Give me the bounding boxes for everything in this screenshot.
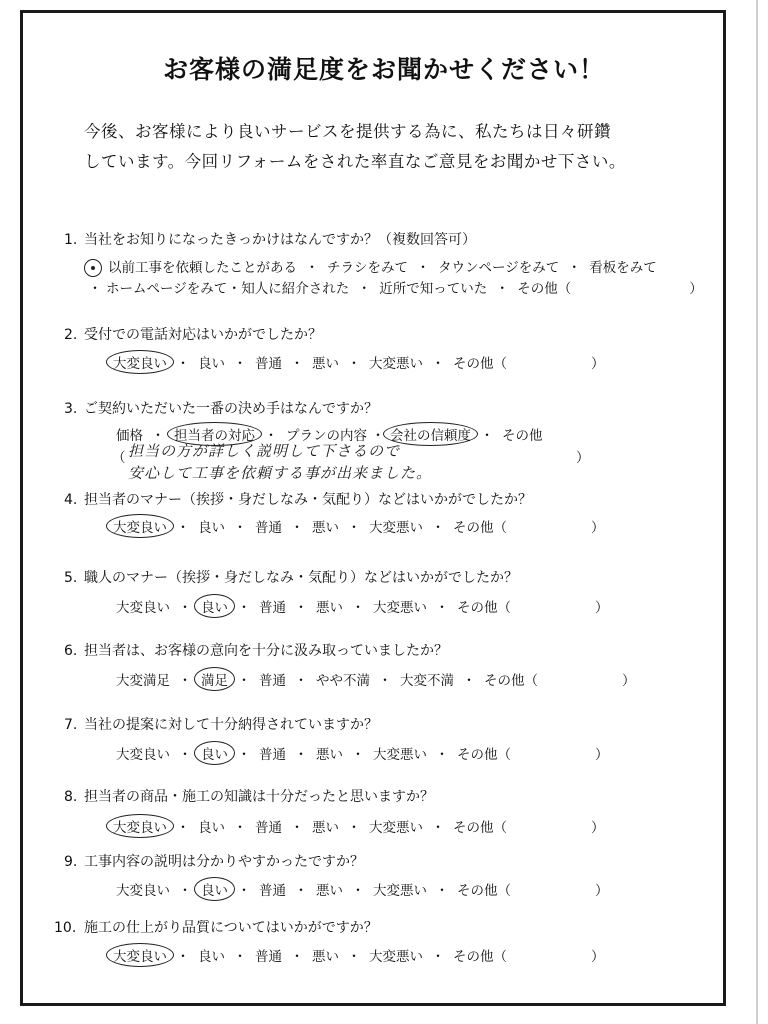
- q8-option-bad[interactable]: 悪い: [312, 820, 339, 836]
- handwritten-comment-2: 安心して工事を依頼する事が出来ました。: [128, 464, 433, 482]
- q6-option-other[interactable]: その他（: [484, 673, 538, 689]
- q4-option-very-good[interactable]: 大変良い: [106, 514, 174, 538]
- q1-option-townpage[interactable]: タウンページをみて: [438, 260, 560, 276]
- q3-option-plan[interactable]: プランの内容: [286, 428, 367, 444]
- q1-option-other[interactable]: その他（: [517, 281, 572, 297]
- close-paren: ）: [591, 356, 605, 372]
- q6-option-very-dissatisfied[interactable]: 大変不満: [400, 673, 454, 689]
- q9-options: 大変良い ・ 良い ・ 普通 ・ 悪い ・ 大変悪い ・ その他（ ）: [116, 879, 609, 899]
- q7-option-very-good[interactable]: 大変良い: [116, 747, 170, 763]
- q1-options-row-2: ・ ホームページをみて・知人に紹介された ・ 近所で知っていた ・ その他（ ）: [84, 277, 703, 297]
- q1-option-signboard[interactable]: 看板をみて: [589, 260, 657, 276]
- q2-option-other[interactable]: その他（: [453, 356, 507, 372]
- q2-option-bad[interactable]: 悪い: [312, 356, 339, 372]
- q6-option-slightly-dissatisfied[interactable]: やや不満: [316, 673, 370, 689]
- q2-option-very-good[interactable]: 大変良い: [106, 350, 174, 374]
- q2-option-normal[interactable]: 普通: [255, 356, 282, 372]
- q6-options: 大変満足 ・ 満足 ・ 普通 ・ やや不満 ・ 大変不満 ・ その他（ ）: [116, 669, 636, 689]
- q10-options: 大変良い ・ 良い ・ 普通 ・ 悪い ・ 大変悪い ・ その他（ ）: [112, 945, 605, 965]
- q7-option-normal[interactable]: 普通: [259, 747, 286, 763]
- close-paren: ）: [595, 883, 609, 899]
- q5-option-very-good[interactable]: 大変良い: [116, 600, 170, 616]
- question-1: 1. 当社をお知りになったきっかけはなんですか？（複数回答可）: [64, 232, 476, 248]
- q6-option-very-satisfied[interactable]: 大変満足: [116, 673, 170, 689]
- q9-option-other[interactable]: その他（: [457, 883, 511, 899]
- close-paren: ）: [576, 450, 590, 466]
- intro-line-2: しています。今回リフォームをされた率直なご意見をお聞かせ下さい。: [84, 152, 626, 171]
- q9-option-very-bad[interactable]: 大変悪い: [373, 883, 427, 899]
- q4-option-good[interactable]: 良い: [198, 520, 225, 536]
- question-4: 4. 担当者のマナー（挨拶・身だしなみ・気配り）などはいかがでしたか？: [64, 492, 532, 508]
- q1-options-row-1: 以前工事を依頼したことがある ・ チラシをみて ・ タウンページをみて ・ 看板をみて: [84, 256, 657, 277]
- q10-option-good[interactable]: 良い: [198, 949, 225, 965]
- q7-option-good[interactable]: 良い: [194, 741, 235, 765]
- close-paren: ）: [622, 673, 636, 689]
- q2-option-very-bad[interactable]: 大変悪い: [369, 356, 423, 372]
- q2-option-good[interactable]: 良い: [198, 356, 225, 372]
- q1-option-referral[interactable]: 知人に紹介された: [241, 281, 350, 297]
- question-7: 7. 当社の提案に対して十分納得されていますか？: [64, 717, 378, 733]
- q9-option-normal[interactable]: 普通: [259, 883, 286, 899]
- q5-option-other[interactable]: その他（: [457, 600, 511, 616]
- q3-option-staff[interactable]: 担当者の対応: [167, 422, 262, 446]
- q7-option-bad[interactable]: 悪い: [316, 747, 343, 763]
- q4-option-bad[interactable]: 悪い: [312, 520, 339, 536]
- q5-option-normal[interactable]: 普通: [259, 600, 286, 616]
- q7-option-very-bad[interactable]: 大変悪い: [373, 747, 427, 763]
- question-10: 10. 施工の仕上がり品質についてはいかがですか？: [54, 920, 378, 936]
- q8-option-other[interactable]: その他（: [453, 820, 507, 836]
- q1-option-flyer[interactable]: チラシをみて: [327, 260, 408, 276]
- q10-option-other[interactable]: その他（: [453, 949, 507, 965]
- q10-option-bad[interactable]: 悪い: [312, 949, 339, 965]
- q10-option-normal[interactable]: 普通: [255, 949, 282, 965]
- intro-line-1: 今後、お客様により良いサービスを提供する為に、私たちは日々研鑽: [84, 122, 611, 141]
- question-3: 3. ご契約いただいた一番の決め手はなんですか？: [64, 401, 378, 417]
- q3-option-trust[interactable]: 会社の信頼度: [383, 422, 478, 446]
- close-paren: ）: [595, 600, 609, 616]
- q5-options: 大変良い ・ 良い ・ 普通 ・ 悪い ・ 大変悪い ・ その他（ ）: [116, 596, 609, 616]
- q3-open-paren: （: [112, 450, 126, 466]
- q1-option-homepage[interactable]: ホームページをみて: [106, 281, 228, 297]
- q4-option-other[interactable]: その他（: [453, 520, 507, 536]
- question-5: 5. 職人のマナー（挨拶・身だしなみ・気配り）などはいかがでしたか？: [64, 570, 518, 586]
- q4-option-very-bad[interactable]: 大変悪い: [369, 520, 423, 536]
- q1-option-previous[interactable]: 以前工事を依頼したことがある: [108, 260, 297, 276]
- q9-option-very-good[interactable]: 大変良い: [116, 883, 170, 899]
- question-2: 2. 受付での電話対応はいかがでしたか？: [64, 327, 322, 343]
- question-9: 9. 工事内容の説明は分かりやすかったですか？: [64, 854, 364, 870]
- q8-option-normal[interactable]: 普通: [255, 820, 282, 836]
- close-paren: ）: [595, 747, 609, 763]
- q7-option-other[interactable]: その他（: [457, 747, 511, 763]
- q8-option-very-good[interactable]: 大変良い: [106, 814, 174, 838]
- q5-option-very-bad[interactable]: 大変悪い: [373, 600, 427, 616]
- q8-options: 大変良い ・ 良い ・ 普通 ・ 悪い ・ 大変悪い ・ その他（ ）: [112, 816, 605, 836]
- close-paren: ）: [591, 949, 605, 965]
- q4-options: 大変良い ・ 良い ・ 普通 ・ 悪い ・ 大変悪い ・ その他（ ）: [112, 516, 605, 536]
- q10-option-very-bad[interactable]: 大変悪い: [369, 949, 423, 965]
- checked-mark-icon: [84, 259, 102, 277]
- close-paren: ）: [591, 820, 605, 836]
- survey-title: お客様の満足度をお聞かせください！: [162, 55, 605, 84]
- q8-option-very-bad[interactable]: 大変悪い: [369, 820, 423, 836]
- q6-option-normal[interactable]: 普通: [259, 673, 286, 689]
- q3-option-other[interactable]: その他: [502, 428, 543, 444]
- q5-option-bad[interactable]: 悪い: [316, 600, 343, 616]
- question-6: 6. 担当者は、お客様の意向を十分に汲み取っていましたか？: [64, 643, 448, 659]
- q4-option-normal[interactable]: 普通: [255, 520, 282, 536]
- scan-edge: [756, 0, 758, 1024]
- q3-option-price[interactable]: 価格: [116, 428, 143, 444]
- question-8: 8. 担当者の商品・施工の知識は十分だったと思いますか？: [64, 789, 434, 805]
- q5-option-good[interactable]: 良い: [194, 594, 235, 618]
- q9-option-bad[interactable]: 悪い: [316, 883, 343, 899]
- q8-option-good[interactable]: 良い: [198, 820, 225, 836]
- q10-option-very-good[interactable]: 大変良い: [106, 943, 174, 967]
- q7-options: 大変良い ・ 良い ・ 普通 ・ 悪い ・ 大変悪い ・ その他（ ）: [116, 743, 609, 763]
- close-paren: ）: [591, 520, 605, 536]
- close-paren: ）: [689, 281, 703, 297]
- q6-option-satisfied[interactable]: 満足: [194, 667, 235, 691]
- handwritten-comment-1: 担当の方が詳しく説明して下さるので: [128, 442, 401, 460]
- q1-option-neighborhood[interactable]: 近所で知っていた: [379, 281, 488, 297]
- q3-options: 価格 ・ 担当者の対応 ・ プランの内容 ・ 会社の信頼度 ・ その他: [116, 424, 543, 444]
- q2-options: 大変良い ・ 良い ・ 普通 ・ 悪い ・ 大変悪い ・ その他（ ）: [112, 352, 605, 372]
- q9-option-good[interactable]: 良い: [194, 877, 235, 901]
